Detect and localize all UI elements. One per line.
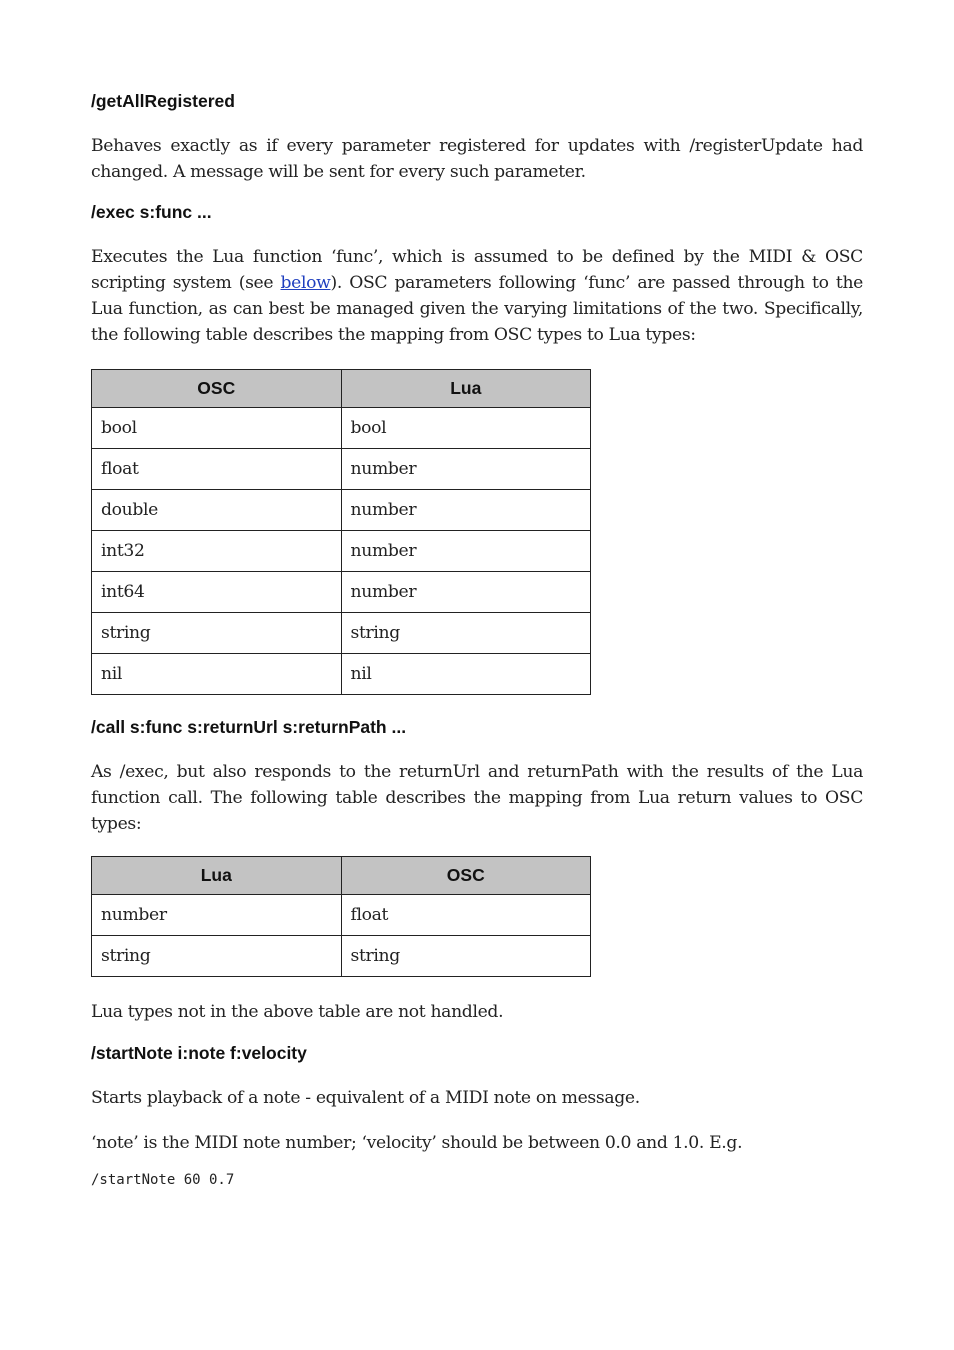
lua-to-osc-table	[91, 856, 591, 977]
table-row	[92, 895, 591, 936]
column-header: Lua	[92, 857, 342, 895]
table-row	[92, 490, 591, 531]
exec-text-after-link: ). OSC parameters following ‘func’ are passed through to the Lua function, as can best be managed given the varying limitations of the two. Specifically, the following table describes the mapping from OSC types to Lua types:	[91, 273, 863, 345]
paragraph-call: As /exec, but also responds to the returnUrl and returnPath with the results of the Lua function call. The following table describes the mapping from Lua return values to OSC types:	[91, 762, 863, 834]
heading-get-all-registered: /getAllRegistered	[91, 91, 235, 111]
paragraph-start-note: Starts playback of a note - equivalent of a MIDI note on message.	[91, 1088, 640, 1108]
table-row	[92, 654, 591, 695]
heading-call: /call s:func s:returnUrl s:returnPath ...	[91, 717, 407, 737]
table-cell: bool	[341, 408, 591, 449]
column-header: OSC	[92, 370, 342, 408]
table-row	[92, 613, 591, 654]
table-row	[92, 936, 591, 977]
table-row	[92, 572, 591, 613]
table-row	[92, 531, 591, 572]
table-cell: nil	[92, 654, 342, 695]
paragraph-unhandled-types: Lua types not in the above table are not handled.	[91, 1002, 504, 1022]
table-cell: int32	[92, 531, 342, 572]
table-cell: number	[341, 572, 591, 613]
table-cell: string	[92, 936, 342, 977]
table-row	[92, 449, 591, 490]
heading-exec: /exec s:func ...	[91, 202, 212, 222]
table-cell: number	[341, 449, 591, 490]
table-cell: number	[341, 531, 591, 572]
table-cell: string	[341, 613, 591, 654]
table-cell: float	[341, 895, 591, 936]
table-cell: string	[341, 936, 591, 977]
table-cell: double	[92, 490, 342, 531]
column-header: Lua	[341, 370, 591, 408]
table-cell: bool	[92, 408, 342, 449]
table-cell: nil	[341, 654, 591, 695]
code-example: /startNote 60 0.7	[91, 1172, 235, 1188]
column-header: OSC	[341, 857, 591, 895]
table-cell: float	[92, 449, 342, 490]
document-page	[91, 88, 863, 1190]
table-cell: number	[341, 490, 591, 531]
paragraph-note-velocity: ‘note’ is the MIDI note number; ‘velocity’ should be between 0.0 and 1.0. E.g.	[91, 1133, 743, 1153]
table-cell: int64	[92, 572, 342, 613]
table-header-row	[92, 857, 591, 895]
heading-start-note: /startNote i:note f:velocity	[91, 1043, 307, 1063]
osc-to-lua-table	[91, 369, 591, 695]
paragraph-get-all-registered: Behaves exactly as if every parameter registered for updates with /registerUpdate had changed. A message will be sent for every such parameter.	[91, 136, 863, 182]
table-row	[92, 408, 591, 449]
table-header-row	[92, 370, 591, 408]
table-cell: number	[92, 895, 342, 936]
paragraph-exec	[91, 244, 863, 348]
below-link[interactable]: below	[280, 273, 331, 293]
table-cell: string	[92, 613, 342, 654]
exec-text-before-link: Executes the Lua function ‘func’, which is assumed to be defined by the MIDI & OSC scripting system (see	[91, 247, 863, 293]
